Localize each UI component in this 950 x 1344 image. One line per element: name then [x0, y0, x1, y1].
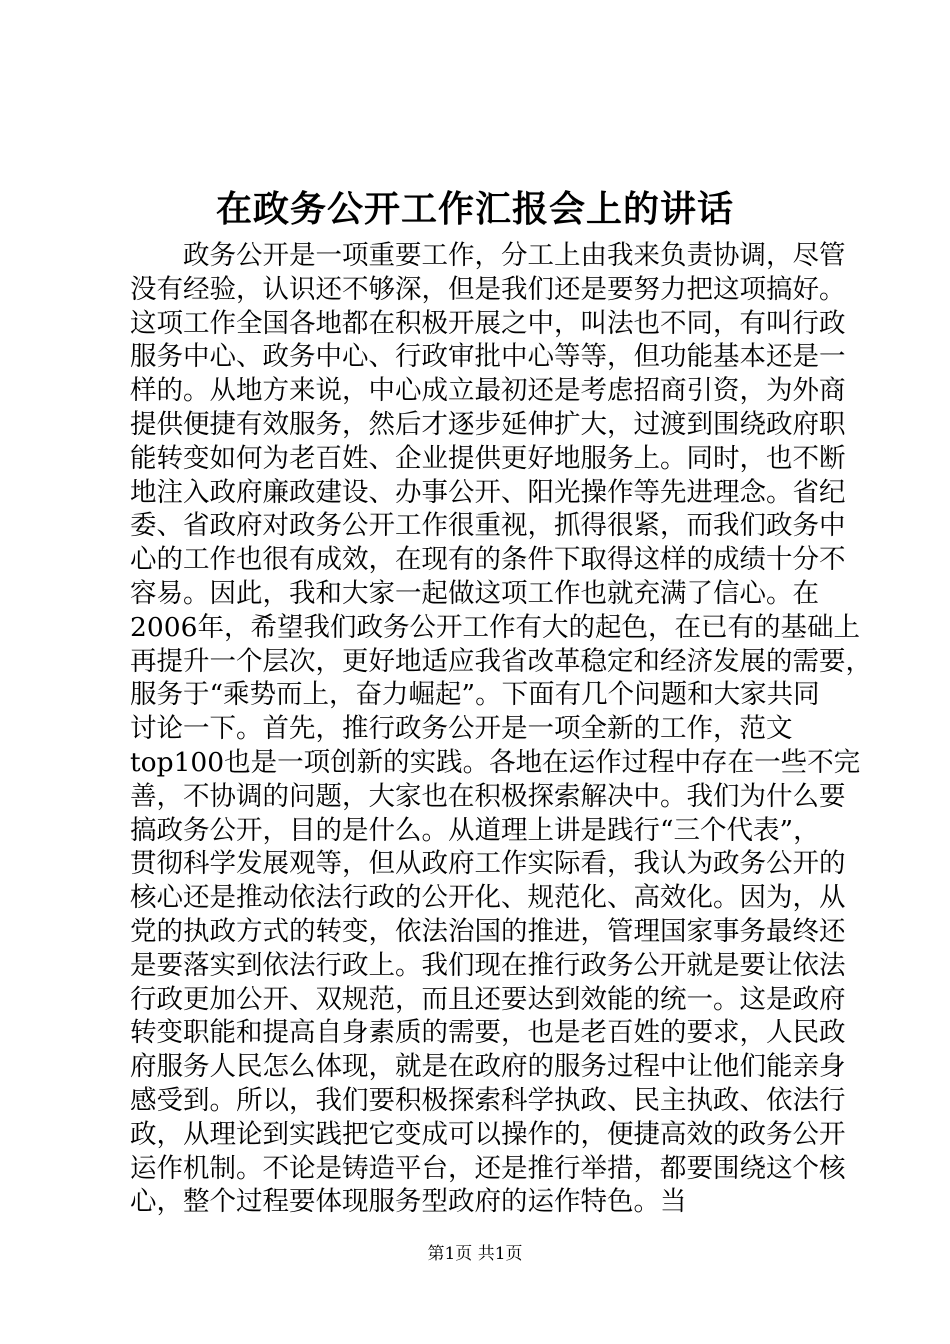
body-line: 运作机制。不论是铸造平台，还是推行举措，都要围绕这个核	[130, 1152, 846, 1184]
body-line: 核心还是推动依法行政的公开化、规范化、高效化。因为，从	[130, 882, 846, 914]
body-line: 容易。因此，我和大家一起做这项工作也就充满了信心。在	[130, 577, 819, 609]
body-line: 2006年，希望我们政务公开工作有大的起色，在已有的基础上	[130, 611, 860, 643]
body-line: 样的。从地方来说，中心成立最初还是考虑招商引资，为外商	[130, 375, 846, 407]
body-line: 是要落实到依法行政上。我们现在推行政务公开就是要让依法	[130, 949, 846, 981]
body-line: 委、省政府对政务公开工作很重视，抓得很紧，而我们政务中	[130, 510, 846, 542]
body-line: 党的执政方式的转变，依法治国的推进，管理国家事务最终还	[130, 915, 846, 947]
body-line: 转变职能和提高自身素质的需要，也是老百姓的要求，人民政	[130, 1017, 846, 1049]
body-line: 讨论一下。首先，推行政务公开是一项全新的工作，范文	[130, 713, 793, 745]
page-number-footer: 第1页 共1页	[427, 1244, 523, 1264]
body-line: 服务中心、政务中心、行政审批中心等等，但功能基本还是一	[130, 341, 846, 373]
body-line: 心的工作也很有成效，在现有的条件下取得这样的成绩十分不	[130, 544, 846, 576]
body-line: 政，从理论到实践把它变成可以操作的，便捷高效的政务公开	[130, 1118, 846, 1150]
body-line: 搞政务公开，目的是什么。从道理上讲是践行“三个代表”，	[130, 814, 820, 846]
body-line: 这项工作全国各地都在积极开展之中，叫法也不同，有叫行政	[130, 307, 846, 339]
document-title: 在政务公开工作汇报会上的讲话	[215, 188, 734, 230]
body-line: 地注入政府廉政建设、办事公开、阳光操作等先进理念。省纪	[130, 476, 846, 508]
body-line: 行政更加公开、双规范，而且还要达到效能的统一。这是政府	[130, 983, 846, 1015]
body-line: 没有经验，认识还不够深，但是我们还是要努力把这项搞好。	[130, 273, 846, 305]
body-line: 服务于“乘势而上，奋力崛起”。下面有几个问题和大家共同	[130, 679, 820, 711]
document-body	[130, 239, 872, 1219]
body-line: 贯彻科学发展观等，但从政府工作实际看，我认为政务公开的	[130, 848, 846, 880]
body-line: 心，整个过程要体现服务型政府的运作特色。当	[130, 1186, 687, 1218]
body-line: top100也是一项创新的实践。各地在运作过程中存在一些不完	[130, 746, 861, 778]
body-line: 善，不协调的问题，大家也在积极探索解决中。我们为什么要	[130, 780, 846, 812]
body-line: 提供便捷有效服务，然后才逐步延伸扩大，过渡到围绕政府职	[130, 408, 846, 440]
body-line: 感受到。所以，我们要积极探索科学执政、民主执政、依法行	[130, 1084, 846, 1116]
body-line: 府服务人民怎么体现，就是在政府的服务过程中让他们能亲身	[130, 1051, 846, 1083]
body-line: 政务公开是一项重要工作，分工上由我来负责协调，尽管	[130, 240, 846, 271]
body-line: 再提升一个层次，更好地适应我省改革稳定和经济发展的需要，	[130, 645, 872, 677]
body-line: 能转变如何为老百姓、企业提供更好地服务上。同时，也不断	[130, 442, 846, 474]
